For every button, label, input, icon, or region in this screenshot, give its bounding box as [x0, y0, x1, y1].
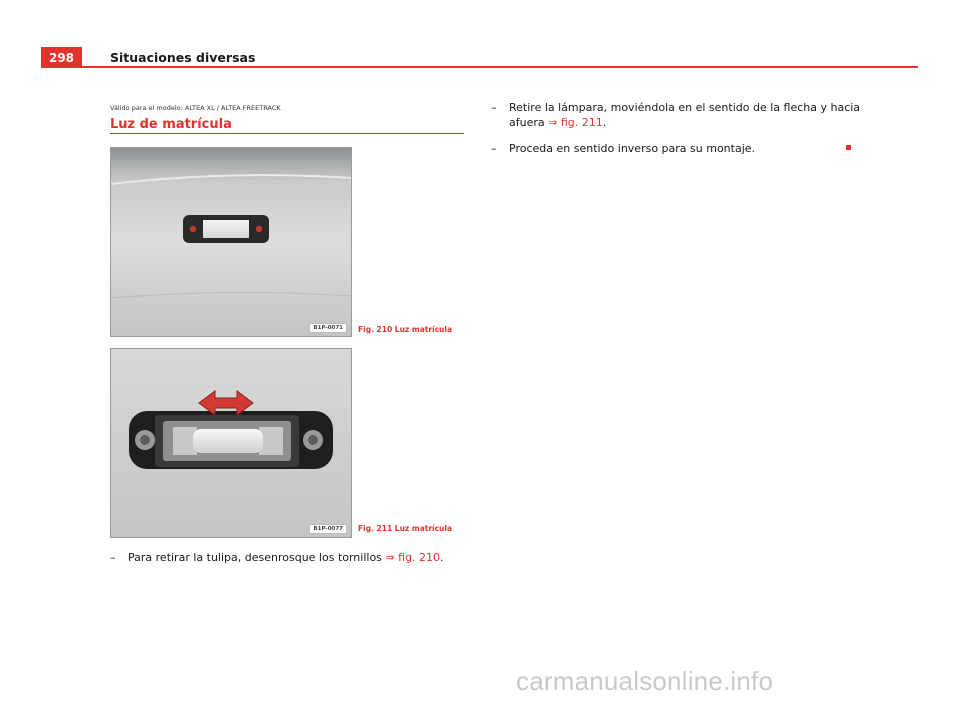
watermark: carmanualsonline.info: [516, 666, 774, 696]
step-dash: –: [491, 101, 497, 114]
step-text-end: .: [440, 551, 444, 564]
step-text-end: .: [602, 116, 607, 129]
subsection-title: Luz de matrícula: [110, 117, 232, 132]
section-end-marker: [846, 145, 851, 150]
step-text-line1: Retire la lámpara, moviéndola en el sentido de la flecha y hacia: [509, 101, 861, 114]
step-text-line2: afuera: [509, 116, 549, 129]
step-text: [491, 100, 871, 130]
figure-code: B1P-0071: [309, 323, 347, 333]
model-validity-note: Válido para el modelo: ALTEA XL / ALTEA FREETRACK: [110, 104, 281, 112]
section-title: Situaciones diversas: [110, 50, 256, 65]
figure-210-image: [110, 147, 352, 337]
step-text: Proceda en sentido inverso para su montaje.: [509, 142, 756, 155]
figure-211-image: [110, 348, 352, 538]
figure-210-caption: Fig. 210 Luz matrícula: [358, 325, 453, 334]
figure-code: B1P-0077: [309, 524, 347, 534]
step-reassemble: [491, 141, 871, 156]
step-text-main: Para retirar la tulipa, desenrosque los tornillos: [128, 551, 386, 564]
step-text: [110, 550, 470, 565]
figure-210-link[interactable]: ⇒ fig. 210: [385, 551, 441, 564]
step-dash: –: [491, 142, 497, 155]
step-remove-lens: [110, 550, 470, 565]
figure-211-caption: Fig. 211 Luz matrícula: [358, 524, 453, 533]
page-number: 298: [41, 47, 82, 68]
step-dash: –: [110, 551, 116, 564]
figure-211-link[interactable]: ⇒ fig. 211: [548, 116, 603, 129]
step-remove-bulb: [491, 100, 871, 130]
header-rule: [82, 66, 918, 68]
subsection-rule: [110, 133, 464, 134]
